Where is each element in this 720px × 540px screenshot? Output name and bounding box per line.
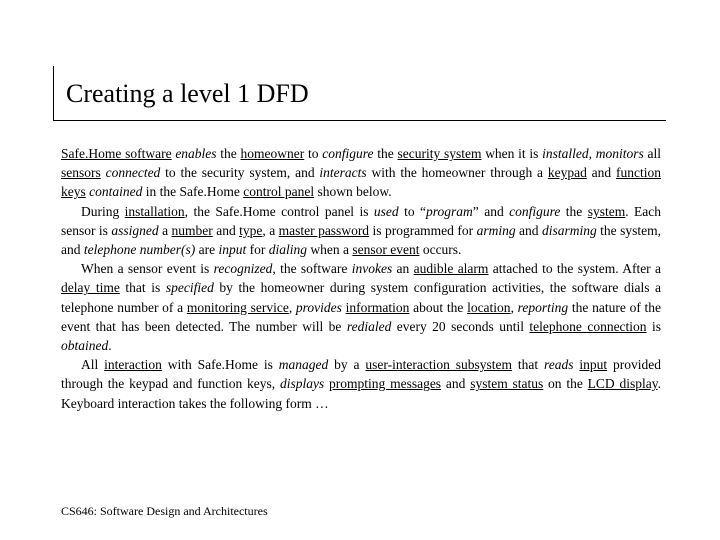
text-run: , the Safe.Home control panel is (184, 203, 374, 219)
underlined-term: LCD display (587, 376, 658, 392)
text-run: by a (328, 357, 366, 373)
text-run: , a (262, 222, 279, 238)
underlined-term: function keys (61, 165, 661, 200)
paragraph (61, 259, 661, 355)
text-run: , (588, 146, 596, 161)
underlined-term: master password (278, 222, 370, 238)
italic-term: reads (543, 357, 574, 373)
text-run: all (643, 146, 661, 161)
underlined-term: monitoring service (186, 299, 289, 315)
text-run: and (515, 222, 542, 238)
underlined-term: security system (397, 146, 482, 161)
text-run: and (212, 222, 240, 238)
text-run: occurs. (419, 242, 462, 258)
underlined-term: sensors (61, 165, 101, 181)
text-run: and (441, 376, 471, 392)
title-horizontal-rule (53, 120, 666, 121)
italic-term: installed (542, 146, 589, 161)
text-run: in the Safe.Home (142, 184, 244, 200)
text-run: . (108, 338, 112, 354)
italic-term: used (373, 203, 399, 219)
text-run: with Safe.Home is (161, 357, 279, 373)
text-run: to “ (398, 203, 427, 219)
italic-term: configure (322, 146, 374, 161)
italic-term: managed (278, 357, 329, 373)
body-text (61, 144, 661, 413)
text-run: with the homeowner through a (366, 165, 548, 181)
text-run: for (246, 242, 269, 258)
italic-term: interacts (319, 165, 367, 181)
text-run: When a sensor event is (81, 261, 214, 277)
underlined-term: homeowner (240, 146, 305, 161)
text-run: shown below. (314, 184, 392, 200)
title-vertical-rule (53, 66, 54, 121)
text-run: is programmed for (369, 222, 477, 238)
italic-term: disarming (541, 222, 597, 238)
italic-term: connected (105, 165, 161, 181)
italic-term: reporting (517, 299, 569, 315)
italic-term: monitors (595, 146, 644, 161)
underlined-term: user-interaction subsystem (365, 357, 512, 373)
text-run: about the (409, 299, 468, 315)
italic-term: dialing (268, 242, 307, 258)
text-run: an (392, 261, 414, 277)
text-run: a (158, 222, 172, 238)
text-run: . Keyboard interaction takes the following form … (61, 376, 661, 411)
underlined-term: system (587, 203, 626, 219)
italic-term: contained (89, 184, 143, 200)
underlined-term: installation (124, 203, 185, 219)
underlined-term: Safe.Home software (61, 146, 172, 161)
text-run: All (81, 357, 105, 373)
italic-term: enables (175, 146, 217, 161)
italic-term: redialed (346, 318, 392, 334)
underlined-term: location (467, 299, 511, 315)
text-run: the nature of the event that has been detected. The number will be (61, 299, 662, 334)
italic-term: displays (279, 376, 325, 392)
underlined-term: input (579, 357, 608, 373)
text-run: to (304, 146, 323, 161)
text-run: , (288, 299, 296, 315)
text-run: ” and (472, 203, 510, 219)
text-run: to the security system, and (160, 165, 320, 181)
italic-term: recognized (213, 261, 273, 277)
text-run: on the (543, 376, 588, 392)
text-run: provided through the keypad and function keys, (61, 357, 661, 392)
italic-term: assigned (111, 222, 159, 238)
underlined-term: control panel (243, 184, 315, 200)
italic-term: telephone number(s) (83, 242, 196, 258)
paragraph (61, 355, 661, 413)
paragraph (61, 202, 661, 260)
text-run: when a (306, 242, 353, 258)
text-run: by the homeowner during system configuration activities, the software dials a telephone number of a (61, 280, 662, 315)
text-run: are (195, 242, 219, 258)
text-run: the (560, 203, 588, 219)
underlined-term: prompting messages (329, 376, 442, 392)
text-run: and (586, 165, 616, 181)
italic-term: program (426, 203, 473, 219)
underlined-term: interaction (104, 357, 162, 373)
paragraph (61, 144, 661, 202)
underlined-term: number (171, 222, 213, 238)
underlined-term: type (239, 222, 263, 238)
italic-term: provides (295, 299, 342, 315)
text-run: During (81, 203, 125, 219)
footer-course-label: CS646: Software Design and Architectures (61, 504, 268, 518)
underlined-term: keypad (547, 165, 587, 181)
italic-term: configure (509, 203, 561, 219)
underlined-term: delay time (61, 280, 120, 296)
underlined-term: information (345, 299, 410, 315)
underlined-term: audible alarm (413, 261, 489, 277)
text-run: the (373, 146, 398, 161)
text-run: , the software (272, 261, 352, 277)
text-run: when it is (481, 146, 543, 161)
underlined-term: telephone connection (529, 318, 647, 334)
text-run: , (510, 299, 518, 315)
text-run: the (216, 146, 241, 161)
underlined-term: sensor event (352, 242, 420, 258)
italic-term: arming (476, 222, 516, 238)
underlined-term: system status (470, 376, 544, 392)
italic-term: obtained (61, 338, 109, 354)
text-run: every 20 seconds until (391, 318, 530, 334)
text-run: attached to the system. After a (488, 261, 662, 277)
text-run: the system, and (61, 222, 661, 258)
italic-term: invokes (351, 261, 393, 277)
text-run: that (511, 357, 544, 373)
text-run: is (646, 318, 661, 334)
italic-term: input (218, 242, 247, 258)
text-run: . Each sensor is (61, 203, 662, 238)
text-run: that is (119, 280, 166, 296)
italic-term: specified (165, 280, 214, 296)
page-title: Creating a level 1 DFD (66, 79, 309, 108)
